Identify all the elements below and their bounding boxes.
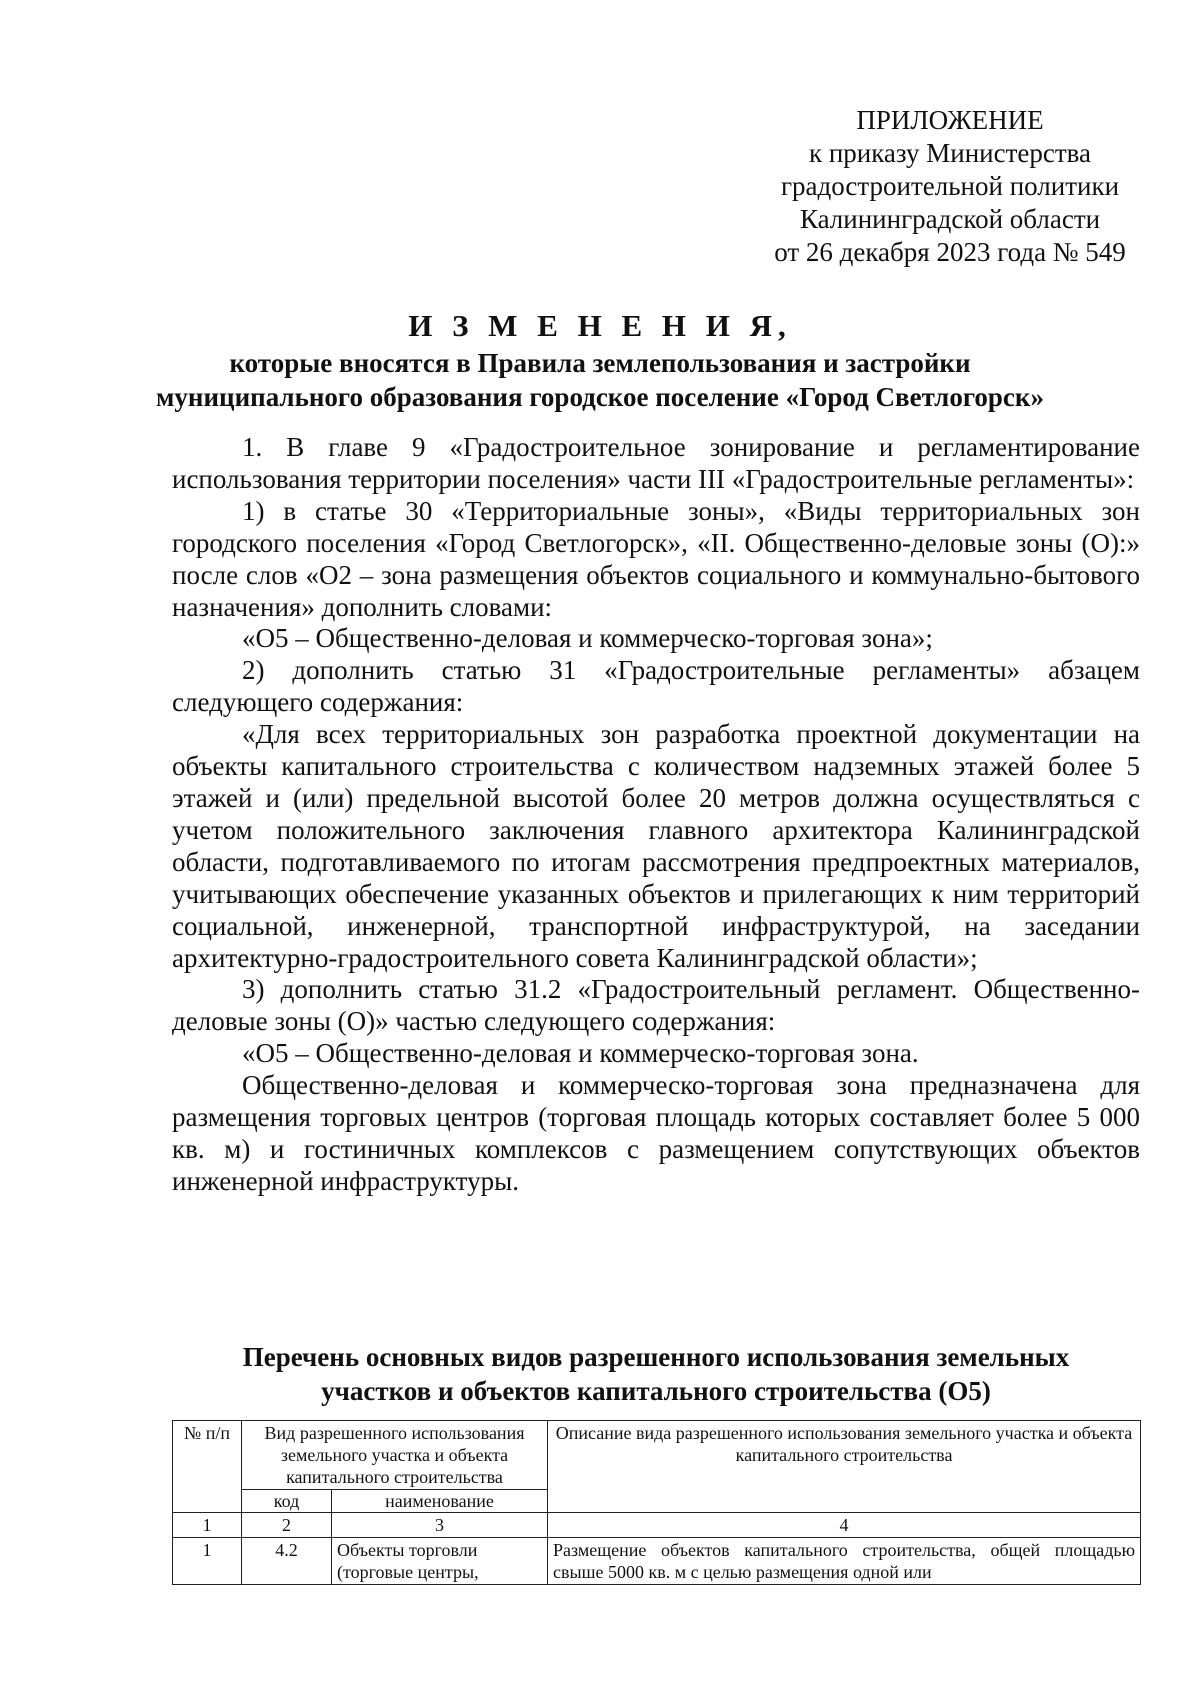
title-main: И З М Е Н Е Н И Я, (408, 308, 792, 343)
permitted-uses-table (172, 1420, 1141, 1585)
appendix-label: ПРИЛОЖЕНИЕ (856, 105, 1044, 135)
appendix-order-ref: к приказу Министерства (808, 138, 1092, 168)
table-title (172, 1340, 1140, 1408)
table-row (173, 1538, 1141, 1585)
row-num: 1 (173, 1538, 242, 1585)
row-description: Размещение объектов капитального строительства, общей площадью свыше 5000 кв. м с целью размещения одной или (548, 1538, 1141, 1585)
appendix-ministry: градостроительной политики (780, 171, 1120, 201)
index-cell: 3 (332, 1513, 548, 1538)
header-name: наименование (332, 1490, 548, 1513)
table-header-row (173, 1421, 1141, 1490)
table-title-line-2: участков и объектов капитального строительства (О5) (321, 1376, 991, 1406)
header-kind: Вид разрешенного использования земельного участка и объекта капитального строительства (242, 1421, 548, 1490)
table-index-row (173, 1513, 1141, 1538)
header-num: № п/п (173, 1421, 242, 1513)
row-code: 4.2 (242, 1538, 332, 1585)
appendix-date: от 26 декабря 2023 года № 549 (774, 237, 1126, 267)
paragraph-7: «О5 – Общественно-деловая и коммерческо-торговая зона. (242, 1038, 919, 1069)
paragraph-2: 1) в статье 30 «Территориальные зоны», «Виды территориальных зон городского поселения «Город Светлогорск», «II. Общественно-деловые зоны (О):» после слов «О2 – зона размещения объектов социального и коммунально-бытового назначения» дополнить словами: (172, 495, 1140, 622)
document-body (172, 432, 1140, 1198)
appendix-region: Калининградской области (799, 204, 1101, 234)
paragraph-3: «О5 – Общественно-деловая и коммерческо-торговая зона»; (242, 623, 933, 654)
table-title-line-1: Перечень основных видов разрешенного использования земельных (242, 1342, 1070, 1372)
row-name: Объекты торговли (торговые центры, (332, 1538, 548, 1585)
index-cell: 1 (173, 1513, 242, 1538)
document-title (0, 306, 1200, 414)
paragraph-5: «Для всех территориальных зон разработка проектной документации на объекты капитального строительства с количеством надземных этажей более 5 этажей и (или) предельной высотой более 20 метров должна осуществляться с учетом положительного заключения главного архитектора Калининградской области, подготавливаемого по итогам рассмотрения предпроектных материалов, учитывающих обеспечение указанных объектов и прилегающих к ним территорий социальной, инженерной, транспортной инфраструктурой, на заседании архитектурно-градостроительного совета Калининградской области»; (172, 719, 1140, 973)
paragraph-8: Общественно-деловая и коммерческо-торговая зона предназначена для размещения торговых центров (торговая площадь которых составляет более 5 000 кв. м) и гостиничных комплексов с размещением сопутствующих объектов инженерной инфраструктуры. (172, 1070, 1140, 1196)
header-description: Описание вида разрешенного использования земельного участка и объекта капитального строительства (548, 1421, 1141, 1513)
index-cell: 2 (242, 1513, 332, 1538)
index-cell: 4 (548, 1513, 1141, 1538)
title-subtitle-2: муниципального образования городское поселение «Город Светлогорск» (156, 382, 1044, 412)
header-code: код (242, 1490, 332, 1513)
paragraph-1: 1. В главе 9 «Градостроительное зонирование и регламентирование использования территории поселения» части III «Градостроительные регламенты»: (172, 432, 1140, 494)
title-subtitle-1: которые вносятся в Правила землепользования и застройки (229, 348, 971, 378)
appendix-header (760, 104, 1140, 269)
paragraph-4: 2) дополнить статью 31 «Градостроительные регламенты» абзацем следующего содержания: (172, 655, 1140, 718)
paragraph-6: 3) дополнить статью 31.2 «Градостроительный регламент. Общественно-деловые зоны (О)» частью следующего содержания: (172, 974, 1140, 1037)
